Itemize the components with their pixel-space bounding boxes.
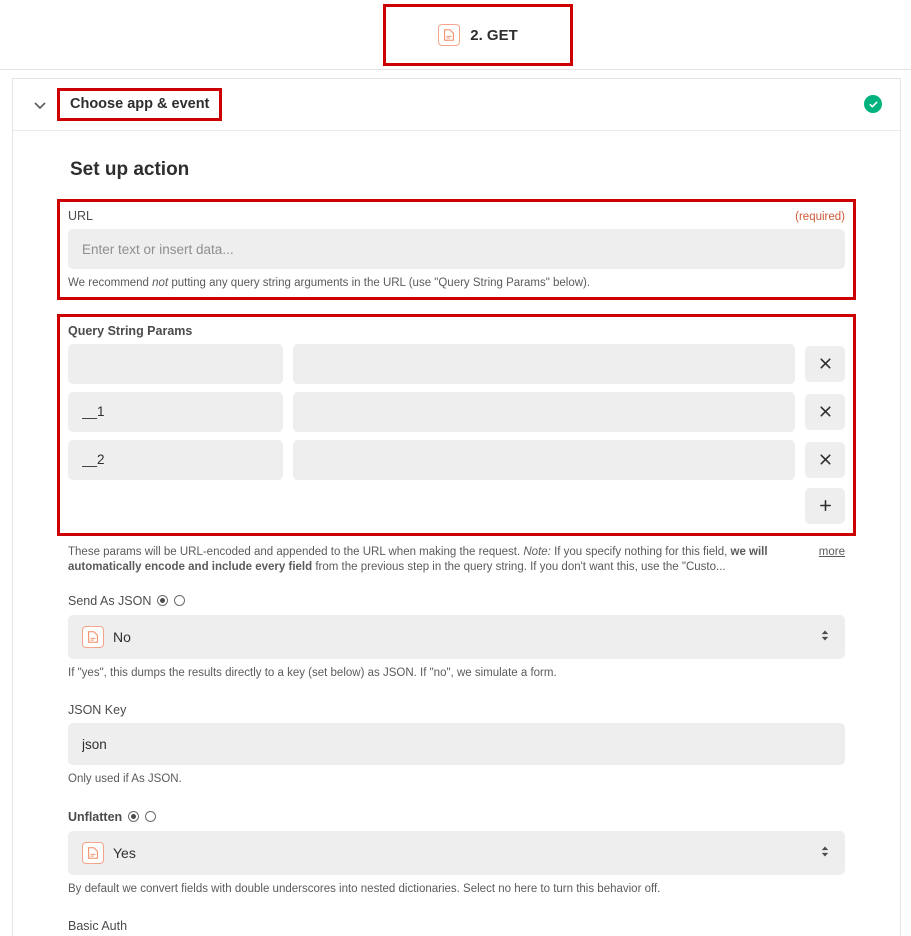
unflatten-radio-group[interactable] — [128, 811, 156, 822]
qsp-helper-note: Note: — [523, 545, 551, 558]
send-as-json-value: No — [113, 628, 131, 645]
unflatten-label: Unflatten — [68, 809, 123, 824]
send-as-json-select[interactable] — [68, 615, 845, 659]
basic-auth-group — [68, 919, 845, 936]
plus-icon[interactable] — [805, 488, 845, 524]
section-choose-app-event[interactable] — [13, 79, 900, 131]
query-string-params-label: Query String Params — [68, 323, 193, 338]
send-as-json-radio-1[interactable] — [174, 595, 185, 606]
close-icon[interactable] — [805, 442, 845, 478]
table-row — [68, 344, 845, 384]
step-title: 2. GET — [470, 26, 518, 44]
unflatten-group — [68, 810, 845, 898]
close-icon[interactable] — [805, 394, 845, 430]
json-key-label: JSON Key — [68, 703, 127, 718]
updown-arrows-icon[interactable] — [819, 843, 831, 862]
action-setup-card — [12, 78, 901, 936]
unflatten-label-row — [68, 810, 845, 824]
basic-auth-label: Basic Auth — [68, 919, 128, 934]
qsp-key-input-0[interactable] — [68, 344, 283, 384]
check-circle-icon — [864, 95, 882, 113]
url-label: URL — [68, 209, 94, 223]
webhook-app-icon — [82, 626, 104, 648]
unflatten-radio-1[interactable] — [145, 811, 156, 822]
url-input[interactable] — [68, 229, 845, 269]
unflatten-radio-0[interactable] — [128, 811, 139, 822]
qsp-helper-bold: we will automatically encode and include every field — [68, 545, 768, 574]
query-string-params-group — [57, 314, 856, 536]
json-key-group — [68, 703, 845, 788]
url-helper-italic: not — [152, 277, 169, 289]
section-title: Choose app & event — [70, 96, 210, 112]
url-helper-prefix: We recommend — [68, 277, 153, 289]
qsp-key-input-2[interactable] — [68, 440, 283, 480]
url-required-text: (required) — [795, 211, 845, 223]
table-row — [68, 392, 845, 432]
qsp-key-input-1[interactable] — [68, 392, 283, 432]
send-as-json-radio-group[interactable] — [157, 595, 185, 606]
unflatten-select[interactable] — [68, 831, 845, 875]
step-2-get-tab[interactable] — [383, 4, 573, 66]
json-key-input[interactable] — [68, 723, 845, 765]
qsp-value-input-2[interactable] — [293, 440, 795, 480]
step-header — [0, 0, 911, 70]
table-row — [68, 440, 845, 480]
page-title: Set up action — [70, 159, 190, 180]
qsp-add-row — [68, 488, 845, 524]
chevron-down-icon[interactable] — [29, 94, 51, 116]
qsp-helper-part1: These params will be URL-encoded and appended to the URL when making the request. — [68, 545, 524, 558]
send-as-json-group — [68, 594, 845, 682]
webhook-app-icon — [82, 842, 104, 864]
webhook-app-icon — [438, 24, 460, 46]
send-as-json-label-row — [68, 594, 845, 608]
send-as-json-label: Send As JSON — [68, 593, 152, 608]
qsp-helper-text — [68, 545, 845, 576]
url-helper-suffix: putting any query string arguments in the URL (use "Query String Params" below). — [168, 277, 591, 289]
updown-arrows-icon[interactable] — [819, 627, 831, 646]
qsp-more-link[interactable]: more — [818, 545, 845, 558]
send-as-json-helper: If "yes", this dumps the results directly to a key (set below) as JSON. If "no", we simulate a form. — [68, 666, 557, 679]
qsp-helper-part2: If you specify nothing for this field, — [550, 545, 731, 558]
qsp-helper-part3: from the previous step in the query string. If you don't want this, use the "Custo... — [312, 561, 726, 574]
url-helper-text — [68, 276, 845, 292]
setup-action-form — [13, 131, 900, 936]
qsp-value-input-0[interactable] — [293, 344, 795, 384]
section-label-highlight — [57, 88, 222, 121]
close-icon[interactable] — [805, 346, 845, 382]
qsp-value-input-1[interactable] — [293, 392, 795, 432]
unflatten-helper: By default we convert fields with double underscores into nested dictionaries. Select no here to turn this behavior off. — [68, 882, 661, 895]
url-field-group — [57, 199, 856, 300]
send-as-json-radio-0[interactable] — [157, 595, 168, 606]
unflatten-value: Yes — [113, 844, 136, 861]
json-key-helper: Only used if As JSON. — [68, 773, 182, 786]
